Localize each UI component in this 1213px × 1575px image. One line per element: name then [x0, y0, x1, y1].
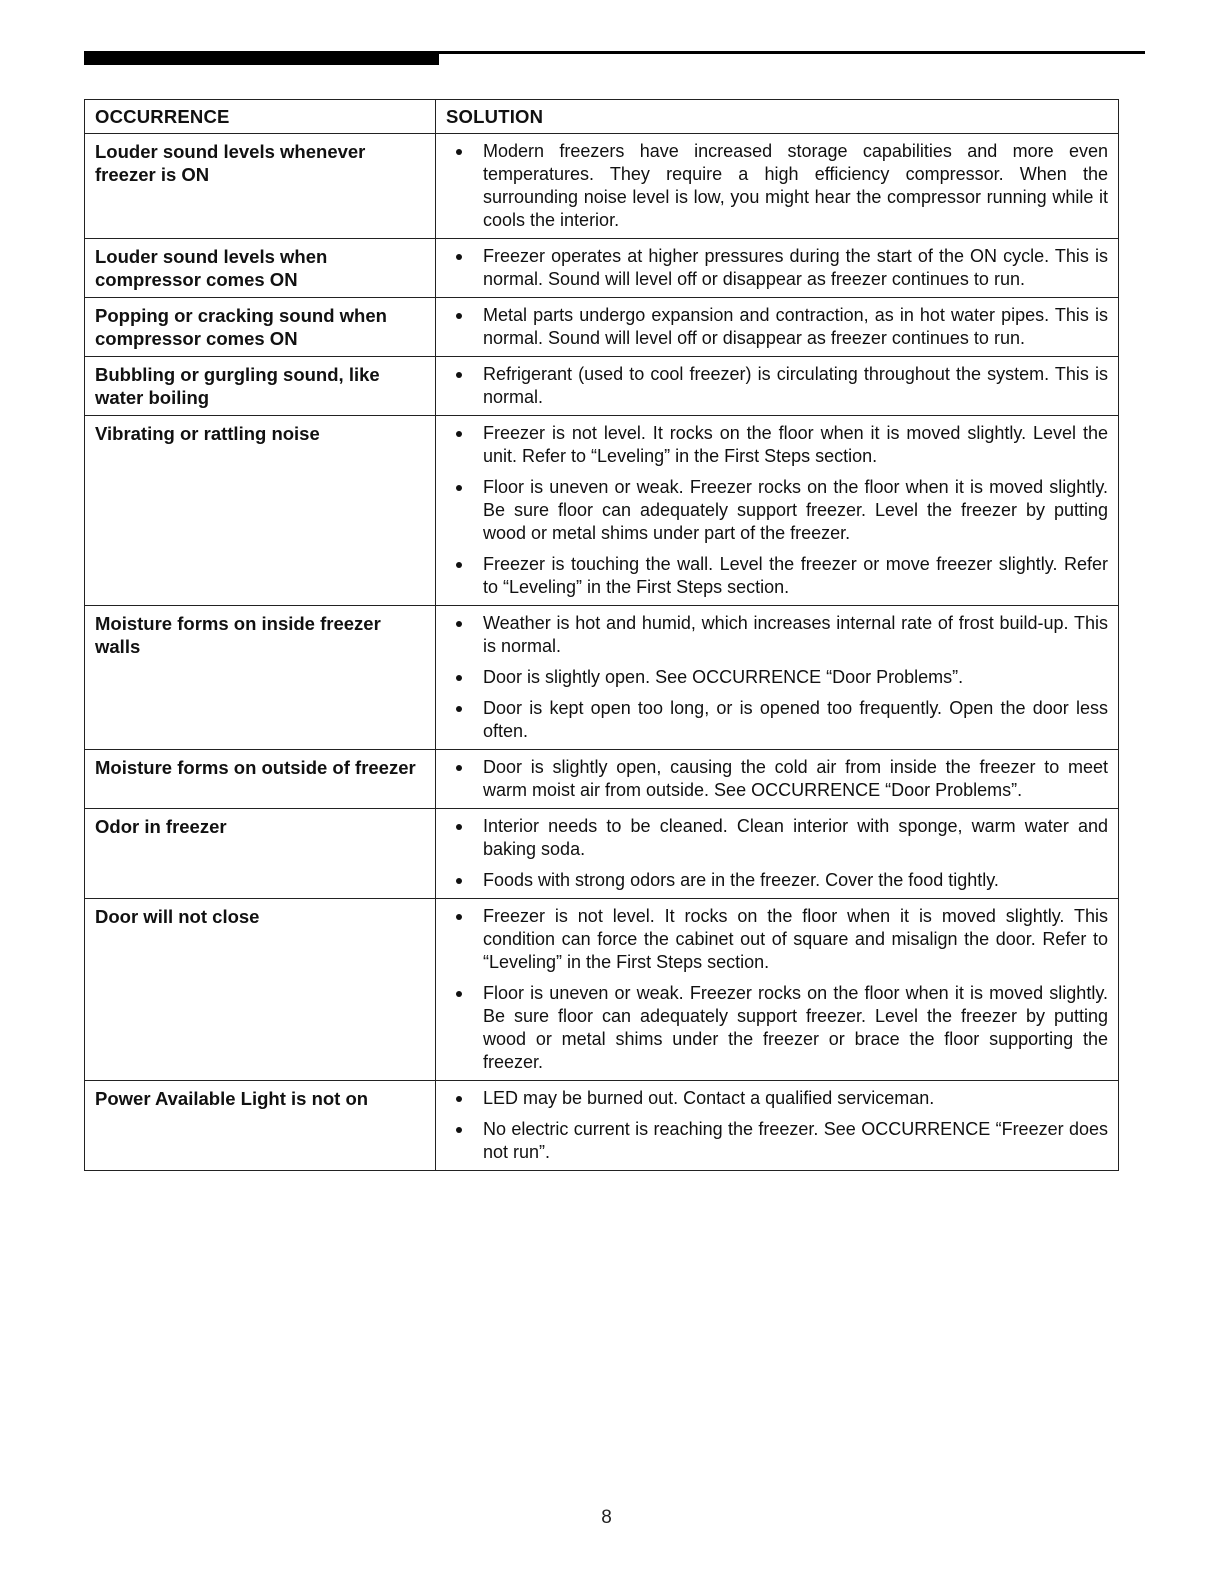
solution-text: Floor is uneven or weak. Freezer rocks on the floor when it is moved slightly. Be sure floor can adequately support freezer. Level the freezer by putting wood or metal shims under part of the freezer. [483, 477, 1108, 543]
solution-item [446, 245, 1108, 291]
occurrence-cell: Moisture forms on inside freezer walls [85, 606, 436, 750]
bullet-icon [456, 1096, 462, 1102]
solution-item [446, 666, 1108, 689]
troubleshooting-table [84, 99, 1119, 1171]
bullet-icon [456, 706, 462, 712]
bullet-icon [456, 313, 462, 319]
solution-text: Freezer is touching the wall. Level the freezer or move freezer slightly. Refer to “Leveling” in the First Steps section. [483, 554, 1108, 597]
solution-text: Refrigerant (used to cool freezer) is circulating throughout the system. This is normal. [483, 364, 1108, 407]
solution-item [446, 1118, 1108, 1164]
table-row [85, 134, 1119, 239]
solution-column-header: SOLUTION [436, 100, 1119, 134]
solution-cell [436, 298, 1119, 357]
solution-item [446, 756, 1108, 802]
solution-item [446, 140, 1108, 232]
solution-item [446, 697, 1108, 743]
occurrence-cell: Power Available Light is not on [85, 1081, 436, 1171]
bullet-icon [456, 254, 462, 260]
solution-text: Weather is hot and humid, which increases internal rate of frost build-up. This is normal. [483, 613, 1108, 656]
table-row [85, 357, 1119, 416]
solution-text: Door is slightly open, causing the cold air from inside the freezer to meet warm moist air from outside. See OCCURRENCE “Door Problems”. [483, 757, 1108, 800]
table-row [85, 606, 1119, 750]
solution-text: Freezer is not level. It rocks on the floor when it is moved slightly. This condition can force the cabinet out of square and misalign the door. Refer to “Leveling” in the First Steps section. [483, 906, 1108, 972]
occurrence-cell: Moisture forms on outside of freezer [85, 750, 436, 809]
table-body [85, 134, 1119, 1171]
occurrence-cell: Vibrating or rattling noise [85, 416, 436, 606]
occurrence-cell: Door will not close [85, 899, 436, 1081]
solution-item [446, 815, 1108, 861]
solution-cell [436, 899, 1119, 1081]
solution-text: Door is kept open too long, or is opened too frequently. Open the door less often. [483, 698, 1108, 741]
occurrence-column-header: OCCURRENCE [85, 100, 436, 134]
table-row [85, 239, 1119, 298]
occurrence-cell: Louder sound levels when compressor comes ON [85, 239, 436, 298]
solution-cell [436, 416, 1119, 606]
bullet-icon [456, 1127, 462, 1133]
bullet-icon [456, 149, 462, 155]
solution-text: Metal parts undergo expansion and contraction, as in hot water pipes. This is normal. Sound will level off or disappear as freezer continues to run. [483, 305, 1108, 348]
page-number: 8 [601, 1507, 612, 1528]
occurrence-cell: Louder sound levels whenever freezer is ON [85, 134, 436, 239]
occurrence-cell: Bubbling or gurgling sound, like water boiling [85, 357, 436, 416]
bullet-icon [456, 765, 462, 771]
solution-text: Interior needs to be cleaned. Clean interior with sponge, warm water and baking soda. [483, 816, 1108, 859]
bullet-icon [456, 372, 462, 378]
table-row [85, 750, 1119, 809]
solution-cell [436, 239, 1119, 298]
table-row [85, 899, 1119, 1081]
solution-cell [436, 1081, 1119, 1171]
table-row [85, 298, 1119, 357]
occurrence-cell: Popping or cracking sound when compressor comes ON [85, 298, 436, 357]
solution-text: Floor is uneven or weak. Freezer rocks on the floor when it is moved slightly. Be sure floor can adequately support freezer. Level the freezer by putting wood or metal shims under the freezer or brace the floor supporting the freezer. [483, 983, 1108, 1072]
bullet-icon [456, 675, 462, 681]
solution-cell [436, 809, 1119, 899]
bullet-icon [456, 914, 462, 920]
solution-item [446, 422, 1108, 468]
bullet-icon [456, 991, 462, 997]
solution-text: No electric current is reaching the freezer. See OCCURRENCE “Freezer does not run”. [483, 1119, 1108, 1162]
solution-item [446, 869, 1108, 892]
solution-item [446, 553, 1108, 599]
solution-item [446, 363, 1108, 409]
solution-cell [436, 606, 1119, 750]
solution-item [446, 905, 1108, 974]
solution-cell [436, 750, 1119, 809]
bullet-icon [456, 562, 462, 568]
solution-text: Modern freezers have increased storage capabilities and more even temperatures. They require a high efficiency compressor. When the surrounding noise level is low, you might hear the compressor running while it cools the interior. [483, 141, 1108, 230]
table-header-row [85, 100, 1119, 134]
solution-cell [436, 134, 1119, 239]
solution-item [446, 982, 1108, 1074]
table-row [85, 416, 1119, 606]
table-row [85, 809, 1119, 899]
solution-item [446, 304, 1108, 350]
solution-item [446, 612, 1108, 658]
bullet-icon [456, 878, 462, 884]
bullet-icon [456, 621, 462, 627]
header-rule-accent [84, 51, 439, 65]
solution-text: Foods with strong odors are in the freezer. Cover the food tightly. [483, 870, 999, 890]
bullet-icon [456, 485, 462, 491]
solution-text: Door is slightly open. See OCCURRENCE “Door Problems”. [483, 667, 964, 687]
solution-cell [436, 357, 1119, 416]
table-row [85, 1081, 1119, 1171]
occurrence-cell: Odor in freezer [85, 809, 436, 899]
solution-item [446, 1087, 1108, 1110]
solution-item [446, 476, 1108, 545]
solution-text: Freezer operates at higher pressures during the start of the ON cycle. This is normal. Sound will level off or disappear as freezer continues to run. [483, 246, 1108, 289]
solution-text: LED may be burned out. Contact a qualified serviceman. [483, 1088, 935, 1108]
bullet-icon [456, 824, 462, 830]
bullet-icon [456, 431, 462, 437]
solution-text: Freezer is not level. It rocks on the floor when it is moved slightly. Level the unit. Refer to “Leveling” in the First Steps section. [483, 423, 1108, 466]
